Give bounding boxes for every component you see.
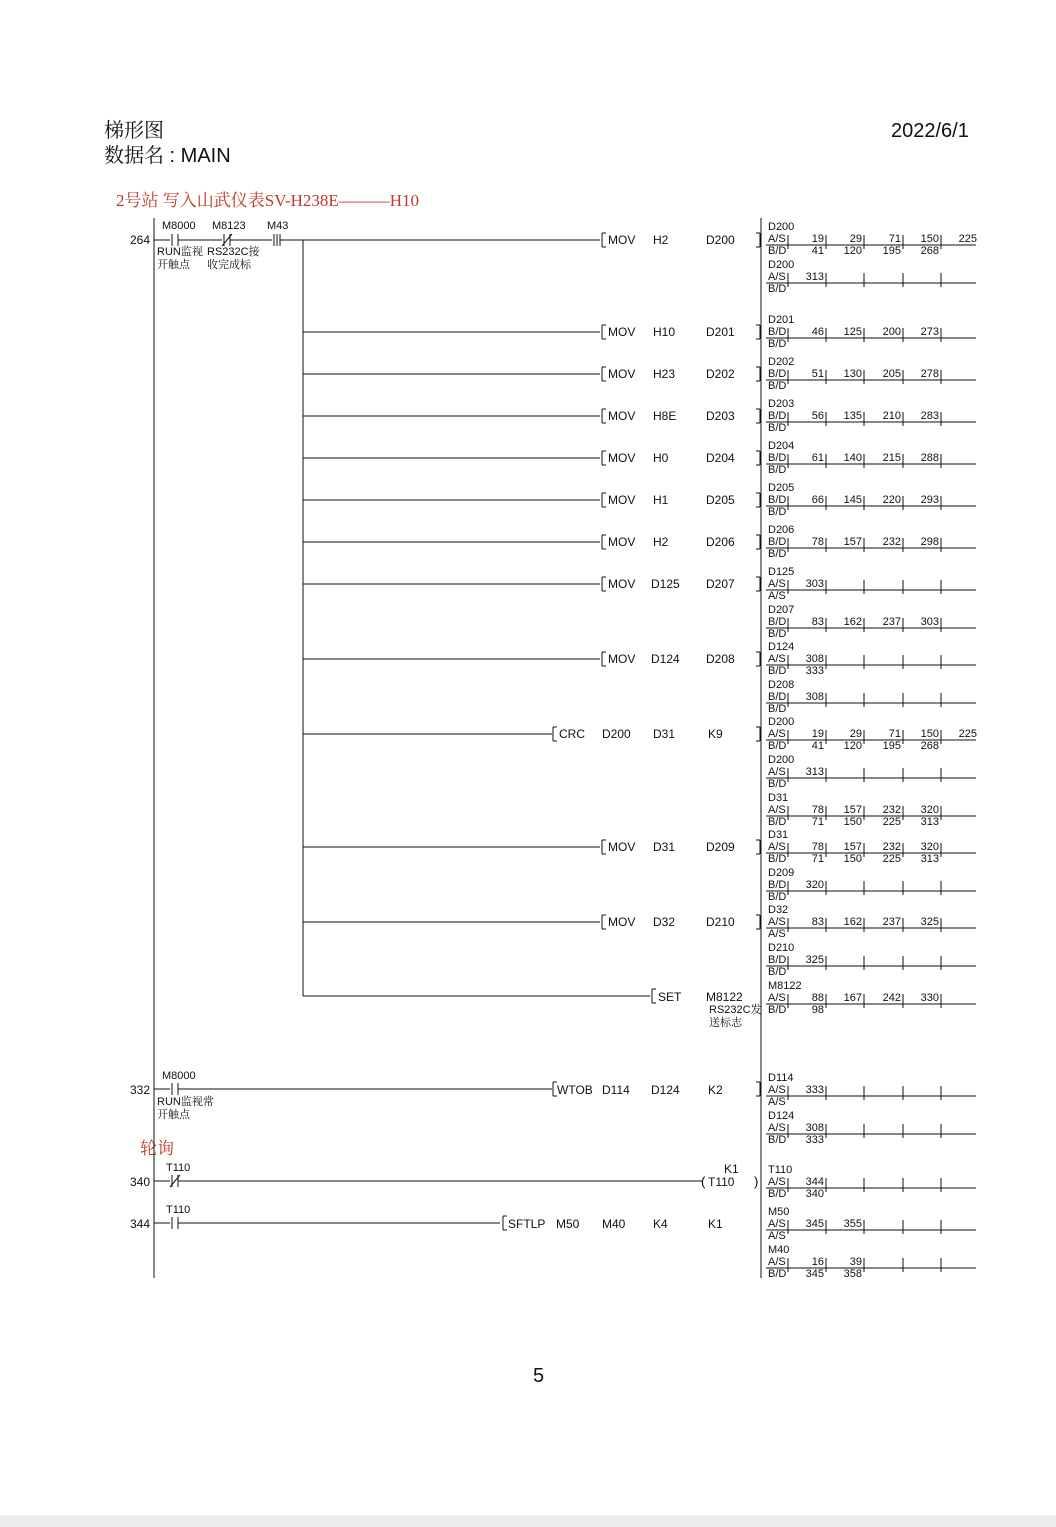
xref-value: 150 <box>843 816 862 828</box>
xref-value: 345 <box>805 1218 824 1230</box>
xref-value: 313 <box>805 271 824 283</box>
xref-value: 150 <box>920 233 939 245</box>
data-name-label: 数据名 : MAIN <box>104 145 231 167</box>
xref-value: 98 <box>811 1004 824 1016</box>
xref-value: 71 <box>888 728 901 740</box>
xref-mode: B/D <box>768 422 787 434</box>
xref-value: 200 <box>882 326 901 338</box>
instr-arg: H2 <box>653 233 669 247</box>
xref-mode: B/D <box>768 506 787 518</box>
xref-value: 268 <box>920 740 939 752</box>
xref-mode: B/D <box>768 703 787 715</box>
xref-value: 66 <box>811 494 824 506</box>
xref-mode: A/S <box>768 233 786 245</box>
xref-mode: A/S <box>768 1176 786 1188</box>
xref-mode: A/S <box>768 1230 786 1242</box>
xref-value: 130 <box>843 368 862 380</box>
xref-value: 308 <box>805 1122 824 1134</box>
instr-arg: D31 <box>653 727 676 741</box>
xref-device: D124 <box>768 641 795 653</box>
instr-arg: D200 <box>706 233 735 247</box>
xref-mode: B/D <box>768 628 787 640</box>
print-date: 2022/6/1 <box>891 120 969 142</box>
instr-op: MOV <box>608 325 636 339</box>
xref-value: 333 <box>805 665 824 677</box>
xref-value: 303 <box>805 578 824 590</box>
instr-arg: D208 <box>706 652 735 666</box>
xref-value: 120 <box>843 245 862 257</box>
xref-value: 288 <box>920 452 939 464</box>
xref-device: D124 <box>768 1110 795 1122</box>
xref-mode: B/D <box>768 954 787 966</box>
xref-value: 16 <box>811 1256 824 1268</box>
instr-op: MOV <box>608 652 636 666</box>
xref-value: 237 <box>882 616 901 628</box>
xref-value: 150 <box>843 853 862 865</box>
xref-value: 325 <box>805 954 824 966</box>
instr-arg: D125 <box>651 577 680 591</box>
xref-mode: A/S <box>768 928 786 940</box>
instr-arg: D32 <box>653 915 676 929</box>
xref-value: 41 <box>811 740 824 752</box>
contact-comment: 收完成标 <box>207 259 251 271</box>
xref-value: 325 <box>920 916 939 928</box>
xref-value: 71 <box>811 816 824 828</box>
xref-value: 29 <box>849 233 862 245</box>
xref-mode: A/S <box>768 271 786 283</box>
instr-arg: K4 <box>653 1217 668 1231</box>
xref-value: 308 <box>805 653 824 665</box>
poll-comment: 轮询 <box>140 1139 174 1158</box>
xref-value: 320 <box>920 841 939 853</box>
xref-value: 242 <box>882 992 901 1004</box>
instr-op: MOV <box>608 451 636 465</box>
xref-value: 157 <box>843 841 862 853</box>
xref-value: 333 <box>805 1134 824 1146</box>
xref-mode: A/S <box>768 916 786 928</box>
instr-op: MOV <box>608 840 636 854</box>
instr-arg: H10 <box>653 325 676 339</box>
xref-value: 19 <box>811 728 824 740</box>
instr-arg: H0 <box>653 451 669 465</box>
instr-op: CRC <box>559 727 585 741</box>
xref-device: D203 <box>768 398 795 410</box>
xref-value: 278 <box>920 368 939 380</box>
xref-mode: A/S <box>768 1084 786 1096</box>
xref-value: 232 <box>882 804 901 816</box>
bottom-bar <box>0 1515 1056 1527</box>
xref-value: 330 <box>920 992 939 1004</box>
contact-name: T110 <box>166 1162 191 1174</box>
xref-value: 293 <box>920 494 939 506</box>
instr-arg: D202 <box>706 367 735 381</box>
instr-comment: 送标志 <box>709 1017 742 1029</box>
xref-mode: A/S <box>768 653 786 665</box>
step-number: 340 <box>130 1175 151 1189</box>
xref-device: D31 <box>768 829 789 841</box>
instr-op: MOV <box>608 367 636 381</box>
xref-value: 56 <box>811 410 824 422</box>
xref-mode: B/D <box>768 548 787 560</box>
xref-value: 220 <box>882 494 901 506</box>
instr-arg: D210 <box>706 915 735 929</box>
xref-value: 283 <box>920 410 939 422</box>
instr-arg: H1 <box>653 493 669 507</box>
contact-name: M8000 <box>162 1070 196 1082</box>
xref-value: 333 <box>805 1084 824 1096</box>
xref-value: 39 <box>849 1256 862 1268</box>
instr-op: SFTLP <box>508 1217 546 1231</box>
xref-value: 125 <box>843 326 862 338</box>
xref-mode: A/S <box>768 841 786 853</box>
xref-mode: B/D <box>768 616 787 628</box>
instr-arg: H2 <box>653 535 669 549</box>
xref-device: D208 <box>768 679 795 691</box>
instr-arg: M8122 <box>706 990 743 1004</box>
coil-paren: ( <box>701 1174 706 1189</box>
instr-op: MOV <box>608 915 636 929</box>
xref-mode: B/D <box>768 536 787 548</box>
xref-device: D209 <box>768 867 795 879</box>
instr-arg: H23 <box>653 367 676 381</box>
xref-device: M8122 <box>768 980 802 992</box>
xref-device: D207 <box>768 604 795 616</box>
xref-value: 237 <box>882 916 901 928</box>
xref-value: 232 <box>882 841 901 853</box>
xref-value: 78 <box>811 841 824 853</box>
xref-mode: B/D <box>768 452 787 464</box>
coil-name: T110 <box>708 1175 735 1189</box>
xref-value: 71 <box>811 853 824 865</box>
xref-value: 320 <box>805 879 824 891</box>
xref-mode: B/D <box>768 1268 787 1280</box>
instr-arg: D205 <box>706 493 735 507</box>
xref-device: D204 <box>768 440 795 452</box>
xref-value: 308 <box>805 691 824 703</box>
xref-value: 355 <box>843 1218 862 1230</box>
xref-device: D200 <box>768 716 795 728</box>
xref-device: D210 <box>768 942 795 954</box>
instr-arg: H8E <box>653 409 677 423</box>
instr-op: MOV <box>608 409 636 423</box>
instr-arg: K2 <box>708 1083 723 1097</box>
instr-arg: D201 <box>706 325 735 339</box>
xref-value: 83 <box>811 616 824 628</box>
instr-arg: M40 <box>602 1217 626 1231</box>
instr-op: WTOB <box>557 1083 593 1097</box>
station-comment: 2号站 写入山武仪表SV-H238E———H10 <box>116 191 420 210</box>
xref-value: 344 <box>805 1176 824 1188</box>
xref-value: 205 <box>882 368 901 380</box>
xref-value: 225 <box>882 816 901 828</box>
contact-comment: RS232C接 <box>207 246 260 258</box>
xref-mode: B/D <box>768 368 787 380</box>
xref-value: 320 <box>920 804 939 816</box>
instr-arg: K1 <box>708 1217 723 1231</box>
xref-value: 71 <box>888 233 901 245</box>
xref-value: 313 <box>920 816 939 828</box>
xref-value: 303 <box>920 616 939 628</box>
xref-mode: B/D <box>768 1134 787 1146</box>
xref-device: D200 <box>768 754 795 766</box>
xref-value: 162 <box>843 916 862 928</box>
xref-mode: B/D <box>768 966 787 978</box>
xref-value: 83 <box>811 916 824 928</box>
xref-device: D200 <box>768 221 795 233</box>
xref-mode: B/D <box>768 326 787 338</box>
xref-value: 120 <box>843 740 862 752</box>
xref-device: D205 <box>768 482 795 494</box>
instr-arg: D207 <box>706 577 735 591</box>
instr-op: MOV <box>608 535 636 549</box>
contact-comment: RUN监视 <box>157 246 203 258</box>
contact-name: M43 <box>267 220 289 232</box>
xref-value: 313 <box>805 766 824 778</box>
xref-mode: B/D <box>768 879 787 891</box>
coil-k: K1 <box>724 1162 739 1176</box>
xref-device: D200 <box>768 259 795 271</box>
instr-comment: RS232C发 <box>709 1004 762 1016</box>
xref-mode: A/S <box>768 804 786 816</box>
contact-comment: RUN监视常 <box>157 1096 214 1108</box>
instr-arg: D200 <box>602 727 631 741</box>
xref-mode: A/S <box>768 590 786 602</box>
xref-mode: B/D <box>768 494 787 506</box>
xref-value: 140 <box>843 452 862 464</box>
xref-value: 157 <box>843 536 862 548</box>
step-number: 344 <box>130 1217 151 1231</box>
xref-value: 19 <box>811 233 824 245</box>
xref-value: 298 <box>920 536 939 548</box>
instr-op: MOV <box>608 577 636 591</box>
instr-arg: D209 <box>706 840 735 854</box>
contact-comment: 开触点 <box>157 1109 190 1121</box>
xref-mode: B/D <box>768 283 787 295</box>
xref-value: 358 <box>843 1268 862 1280</box>
contact-comment: 开触点 <box>157 259 190 271</box>
instr-arg: D31 <box>653 840 676 854</box>
xref-value: 150 <box>920 728 939 740</box>
xref-device: T110 <box>768 1164 793 1176</box>
xref-value: 225 <box>958 728 977 740</box>
xref-mode: B/D <box>768 380 787 392</box>
xref-value: 51 <box>811 368 824 380</box>
xref-value: 78 <box>811 536 824 548</box>
xref-device: M50 <box>768 1206 790 1218</box>
xref-mode: A/S <box>768 1096 786 1108</box>
xref-device: D201 <box>768 314 795 326</box>
xref-value: 195 <box>882 245 901 257</box>
xref-mode: B/D <box>768 891 787 903</box>
xref-mode: B/D <box>768 464 787 476</box>
xref-value: 41 <box>811 245 824 257</box>
xref-mode: B/D <box>768 778 787 790</box>
xref-device: D125 <box>768 566 795 578</box>
xref-value: 215 <box>882 452 901 464</box>
instr-arg: D203 <box>706 409 735 423</box>
xref-value: 210 <box>882 410 901 422</box>
step-number: 332 <box>130 1083 151 1097</box>
page-title: 梯形图 <box>104 120 164 142</box>
instr-arg: K9 <box>708 727 723 741</box>
xref-mode: A/S <box>768 1256 786 1268</box>
xref-value: 167 <box>843 992 862 1004</box>
xref-mode: B/D <box>768 816 787 828</box>
xref-value: 340 <box>805 1188 824 1200</box>
xref-mode: B/D <box>768 691 787 703</box>
xref-device: D31 <box>768 792 789 804</box>
xref-value: 225 <box>958 233 977 245</box>
xref-mode: A/S <box>768 766 786 778</box>
xref-value: 268 <box>920 245 939 257</box>
contact-name: M8123 <box>212 220 246 232</box>
instr-arg: D124 <box>651 1083 680 1097</box>
contact-name: T110 <box>166 1204 191 1216</box>
xref-mode: B/D <box>768 410 787 422</box>
xref-value: 88 <box>811 992 824 1004</box>
xref-value: 145 <box>843 494 862 506</box>
xref-value: 29 <box>849 728 862 740</box>
instr-arg: M50 <box>556 1217 580 1231</box>
xref-mode: A/S <box>768 992 786 1004</box>
xref-mode: B/D <box>768 338 787 350</box>
instr-arg: D204 <box>706 451 735 465</box>
xref-mode: B/D <box>768 665 787 677</box>
xref-mode: B/D <box>768 245 787 257</box>
xref-value: 135 <box>843 410 862 422</box>
xref-mode: B/D <box>768 853 787 865</box>
xref-mode: A/S <box>768 578 786 590</box>
xref-value: 273 <box>920 326 939 338</box>
instr-op: SET <box>658 990 682 1004</box>
instr-arg: D124 <box>651 652 680 666</box>
xref-value: 162 <box>843 616 862 628</box>
xref-value: 157 <box>843 804 862 816</box>
xref-value: 232 <box>882 536 901 548</box>
xref-mode: B/D <box>768 1004 787 1016</box>
page-number: 5 <box>533 1365 545 1387</box>
xref-device: D206 <box>768 524 795 536</box>
xref-value: 195 <box>882 740 901 752</box>
xref-device: D202 <box>768 356 795 368</box>
xref-mode: A/S <box>768 1122 786 1134</box>
xref-value: 313 <box>920 853 939 865</box>
xref-value: 345 <box>805 1268 824 1280</box>
contact-name: M8000 <box>162 220 196 232</box>
step-number: 264 <box>130 233 151 247</box>
xref-mode: B/D <box>768 740 787 752</box>
xref-device: D114 <box>768 1072 794 1084</box>
xref-value: 78 <box>811 804 824 816</box>
xref-value: 46 <box>811 326 824 338</box>
xref-mode: A/S <box>768 728 786 740</box>
xref-value: 61 <box>811 452 824 464</box>
xref-value: 225 <box>882 853 901 865</box>
instr-arg: D114 <box>602 1083 630 1097</box>
instr-op: MOV <box>608 493 636 507</box>
xref-device: M40 <box>768 1244 790 1256</box>
instr-arg: D206 <box>706 535 735 549</box>
instr-op: MOV <box>608 233 636 247</box>
xref-mode: B/D <box>768 1188 787 1200</box>
xref-mode: A/S <box>768 1218 786 1230</box>
coil-paren: ) <box>754 1174 759 1189</box>
xref-device: D32 <box>768 904 789 916</box>
